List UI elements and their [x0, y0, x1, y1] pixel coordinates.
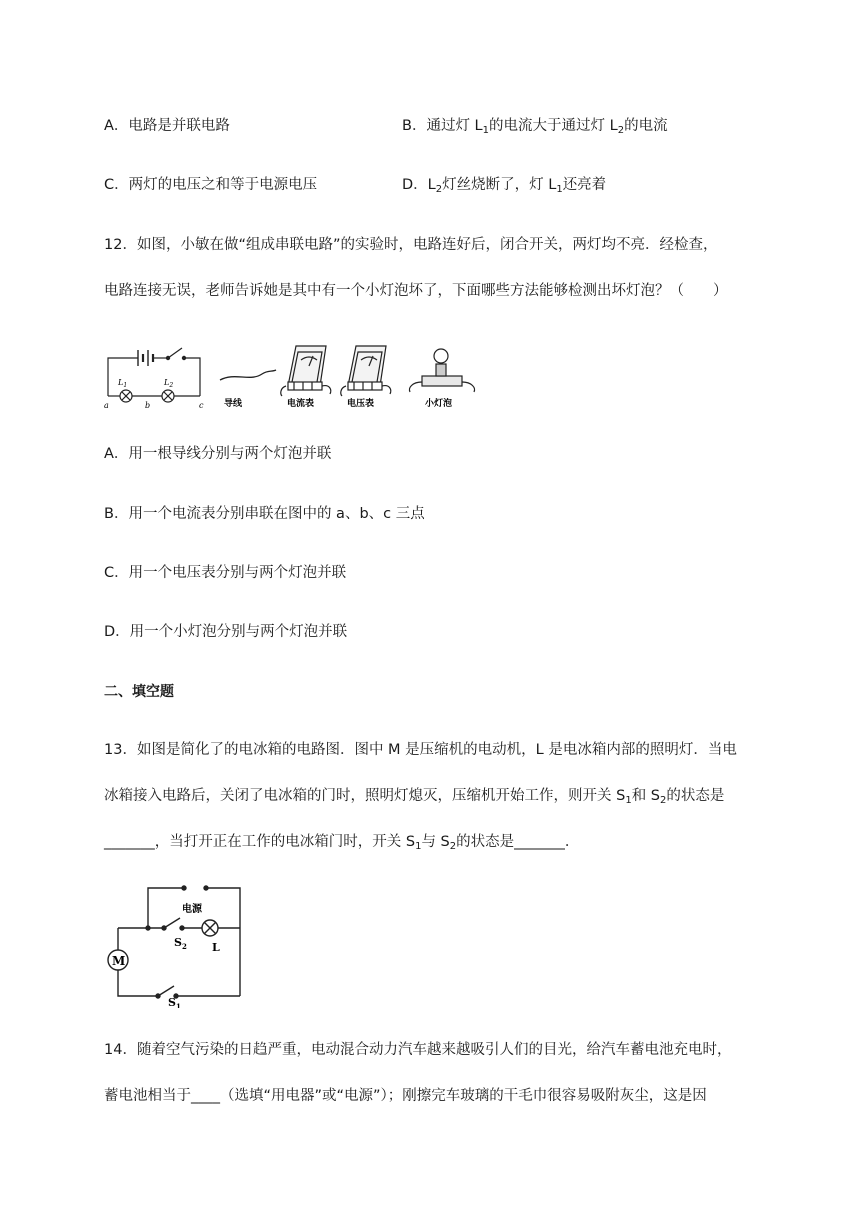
ammeter-label: 电流表	[287, 399, 315, 409]
motor-label: M	[112, 954, 126, 968]
label-l2: $L_2$	[164, 378, 174, 389]
label-l1: $L_1$	[118, 378, 128, 389]
s1-label: $S_1$	[168, 996, 181, 1008]
q12-figure	[100, 326, 500, 412]
q12-stem-line2: 电路连接无误，老师告诉她是其中有一个小灯泡坏了，下面哪些方法能够检测出坏灯泡？（ ）	[104, 283, 728, 299]
q14-line2: 蓄电池相当于____（选填“用电器”或“电源”）；刚擦完车玻璃的干毛巾很容易吸附灰尘，这是因	[104, 1088, 707, 1104]
q12-option-d: D．用一个小灯泡分别与两个灯泡并联	[104, 624, 348, 640]
point-b: b	[145, 401, 151, 410]
bulb-label: 小灯泡	[425, 399, 453, 409]
s2-label: $S_2$	[174, 936, 187, 951]
voltmeter-picture	[341, 346, 391, 396]
lamp-label: L	[212, 941, 220, 954]
power-label: 电源	[182, 904, 202, 915]
point-a: a	[104, 401, 109, 410]
q11-option-a: A．电路是并联电路	[104, 118, 230, 134]
ammeter-picture	[281, 346, 331, 396]
wire-picture	[220, 370, 276, 380]
q12-option-c: C．用一个电压表分别与两个灯泡并联	[104, 565, 347, 581]
q12-option-a: A．用一根导线分别与两个灯泡并联	[104, 446, 332, 462]
wire-label: 导线	[224, 399, 243, 409]
q13-line2: 冰箱接入电路后，关闭了电冰箱的门时，照明灯熄灭，压缩机开始工作，则开关 $S_1$和 $S_2$的状态是	[104, 788, 725, 806]
q13-line1: 13．如图是简化了的电冰箱的电路图．图中 M 是压缩机的电动机，L 是电冰箱内部的照明灯．当电	[104, 742, 737, 758]
q12-stem-line1: 12．如图，小敏在做“组成串联电路”的实验时，电路连好后，闭合开关，两灯均不亮．经检查，	[104, 237, 718, 253]
section-title: 二、填空题	[104, 684, 174, 700]
point-c: c	[199, 401, 204, 410]
q11-option-b: B．通过灯 $L_1$的电流大于通过灯 $L_2$的电流	[402, 118, 668, 136]
q12-option-b: B．用一个电流表分别串联在图中的 a、b、c 三点	[104, 506, 425, 522]
small-bulb-picture	[410, 349, 475, 392]
q13-line3: _______，当打开正在工作的电冰箱门时，开关 $S_1$与 $S_2$的状态是_______．	[104, 834, 580, 852]
q11-option-c: C．两灯的电压之和等于电源电压	[104, 177, 318, 193]
q13-refrigerator-circuit	[100, 878, 250, 1008]
q11-option-d: D．$L_2$灯丝烧断了，灯 $L_1$还亮着	[402, 177, 607, 195]
voltmeter-label: 电压表	[347, 399, 375, 409]
series-circuit-diagram	[108, 348, 200, 402]
q14-line1: 14．随着空气污染的日趋严重，电动混合动力汽车越来越吸引人们的目光，给汽车蓄电池充电时，	[104, 1042, 732, 1058]
